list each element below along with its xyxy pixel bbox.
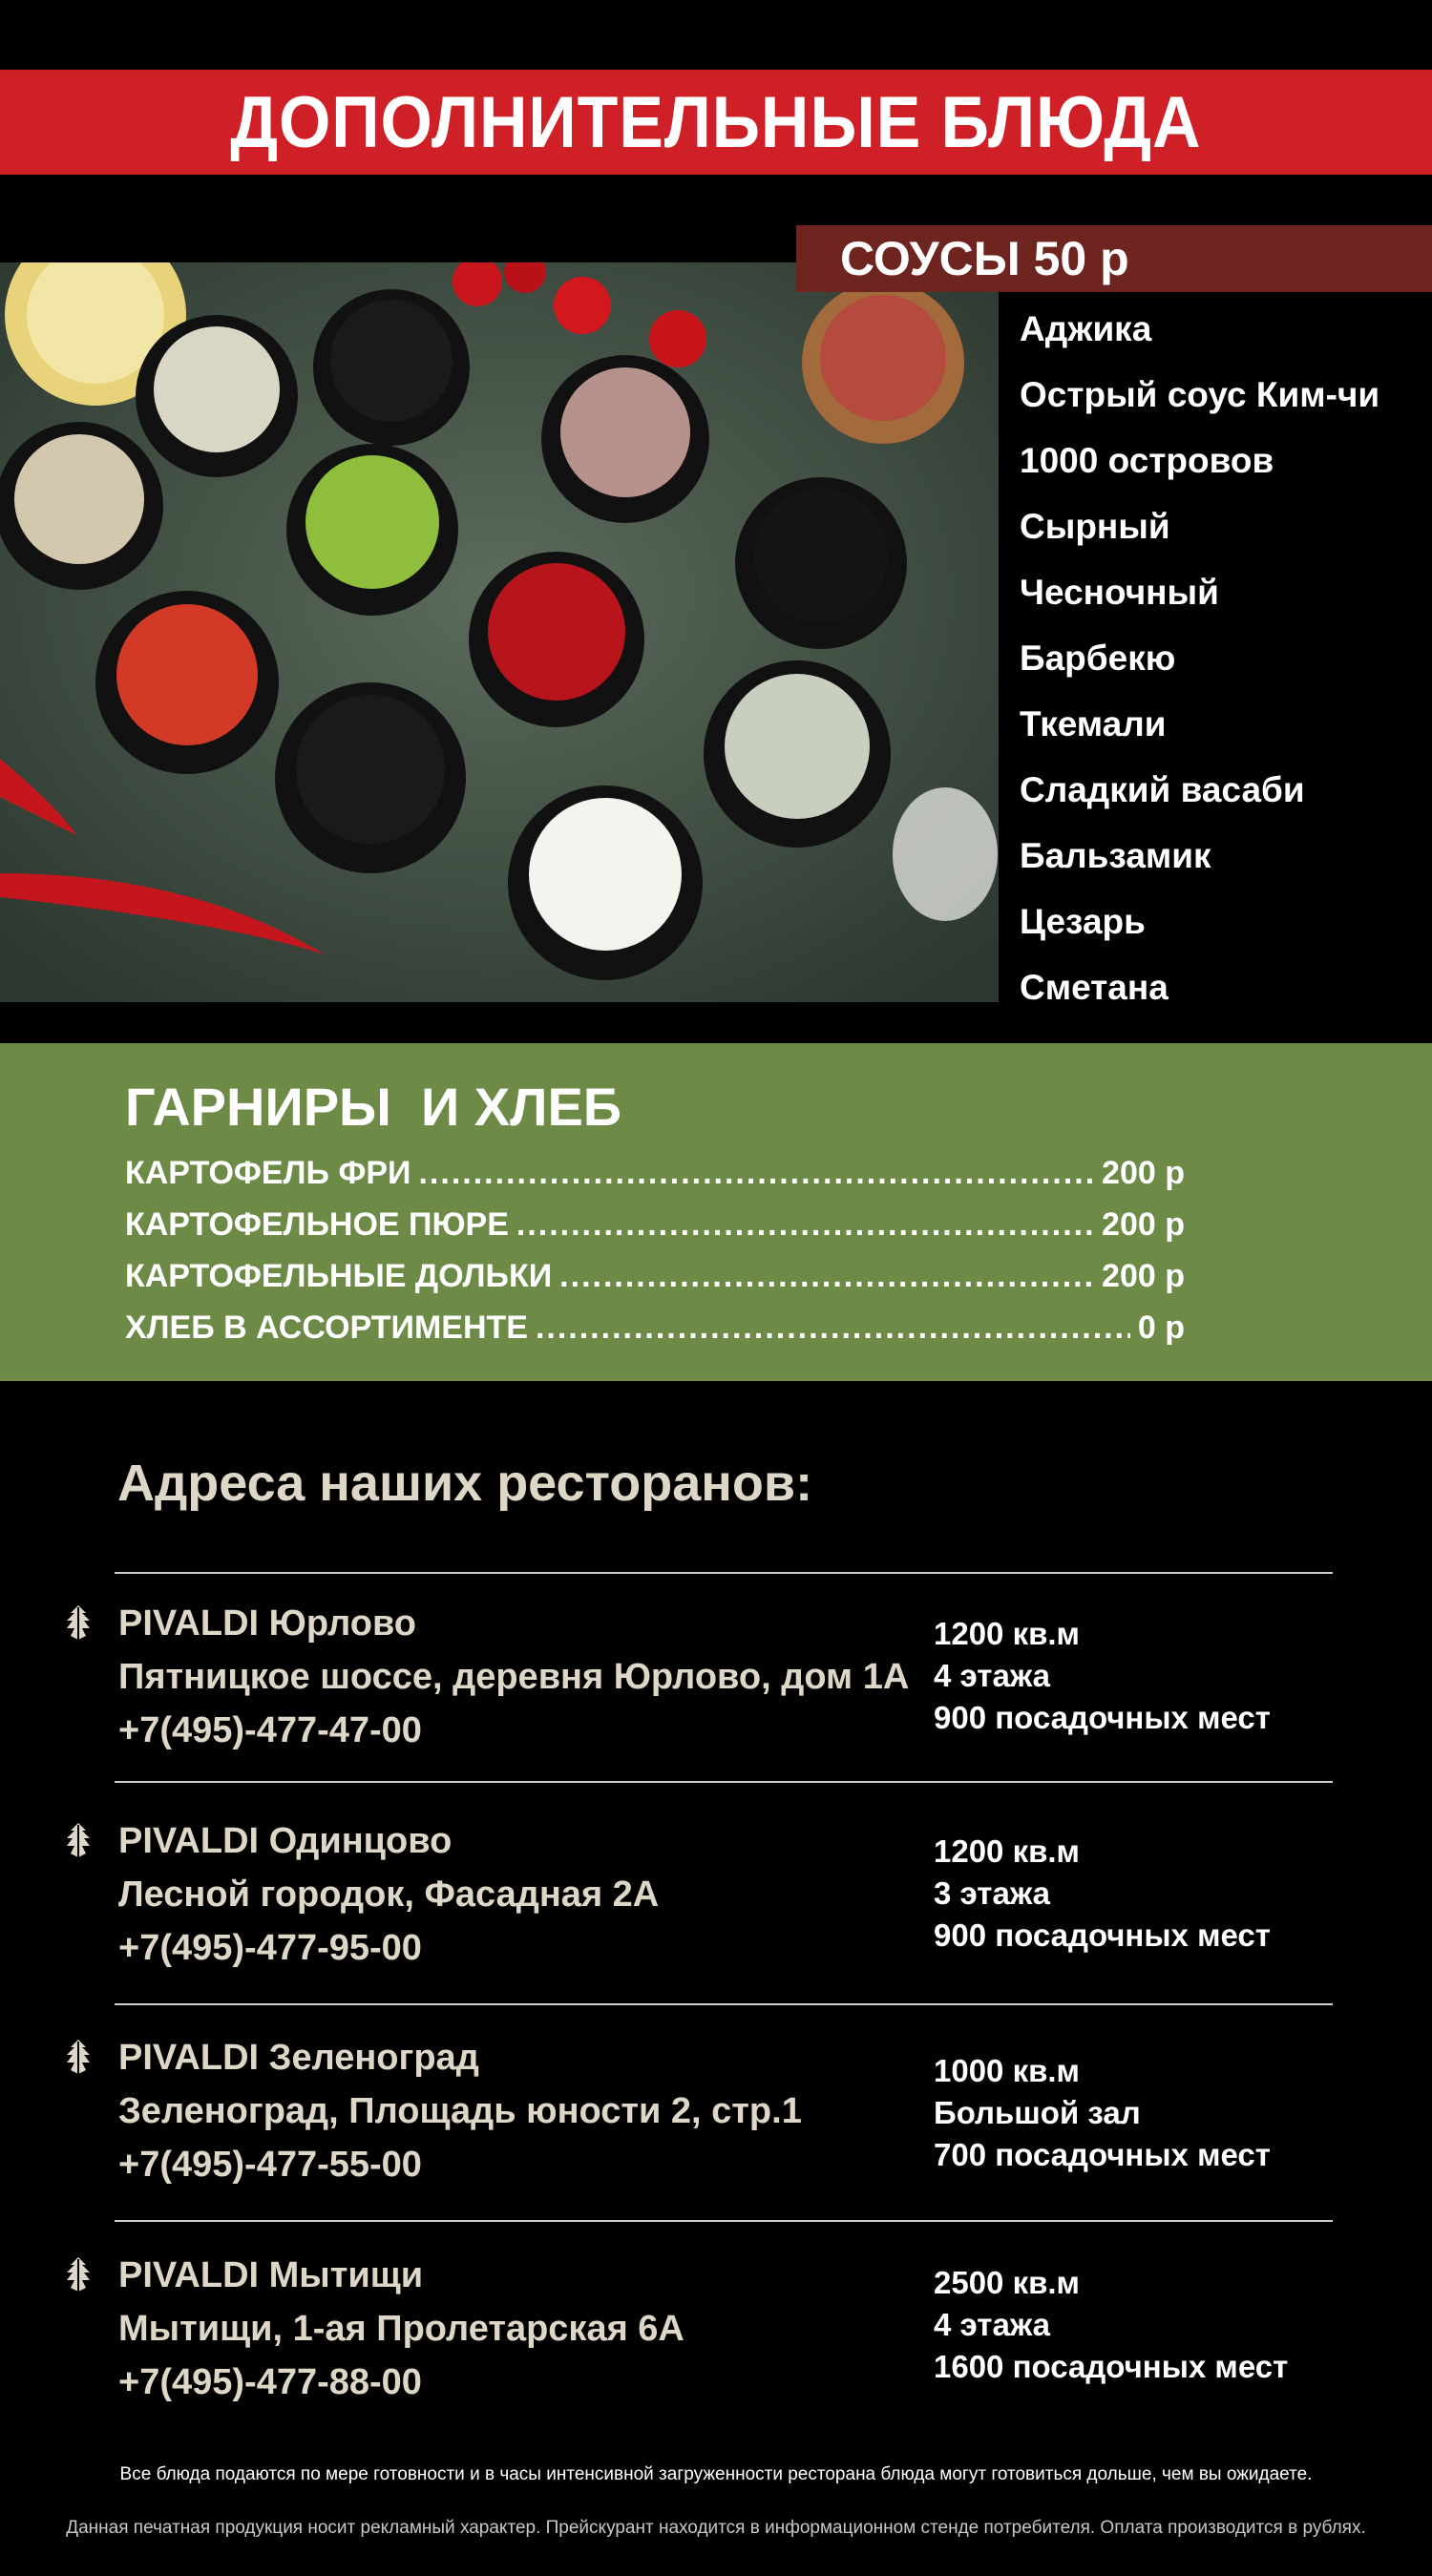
sauce-item: Бальзамик <box>1020 836 1211 875</box>
sauces-photo <box>0 262 999 1002</box>
sauce-item: Барбекю <box>1020 639 1176 678</box>
restaurant-name: PIVALDI Юрлово <box>118 1603 417 1644</box>
restaurant-card <box>0 1592 1432 1783</box>
divider <box>115 1572 1333 1574</box>
restaurant-address: Лесной городок, Фасадная 2А <box>118 1874 660 1915</box>
restaurant-floors: 4 этажа <box>934 1658 1050 1693</box>
side-item-name: ХЛЕБ В АССОРТИМЕНТЕ <box>125 1309 528 1346</box>
sauce-item: Острый соус Ким-чи <box>1020 375 1380 414</box>
restaurant-phone[interactable]: +7(495)-477-47-00 <box>118 1710 422 1750</box>
sauce-item: Аджика <box>1020 309 1152 348</box>
restaurant-seats: 900 посадочных мест <box>934 1700 1271 1735</box>
sauces-heading-text: СОУСЫ 50 р <box>840 232 1129 285</box>
page-title: ДОПОЛНИТЕЛЬНЫЕ БЛЮДА <box>230 81 1202 163</box>
sauce-item: Сырный <box>1020 507 1170 546</box>
restaurant-name: PIVALDI Зеленоград <box>118 2038 479 2078</box>
leader-dots <box>418 1155 1094 1192</box>
side-item-price: 0 р <box>1137 1309 1185 1346</box>
side-item-price: 200 р <box>1102 1154 1185 1191</box>
restaurant-floors: Большой зал <box>934 2095 1141 2130</box>
sauce-item: Чесночный <box>1020 573 1219 612</box>
restaurant-card <box>0 1810 1432 2000</box>
sauce-item: Сметана <box>1020 968 1169 1007</box>
restaurant-seats: 700 посадочных мест <box>934 2137 1271 2172</box>
title-banner <box>0 70 1432 175</box>
side-item <box>125 1199 1185 1250</box>
divider <box>115 1781 1333 1783</box>
restaurant-area: 1200 кв.м <box>934 1616 1080 1651</box>
hop-icon <box>59 1821 97 1859</box>
hop-icon <box>59 1603 97 1642</box>
restaurant-name: PIVALDI Одинцово <box>118 1821 453 1861</box>
sauce-item: Сладкий васаби <box>1020 770 1305 809</box>
restaurant-area: 1200 кв.м <box>934 1833 1080 1869</box>
side-item-price: 200 р <box>1102 1257 1185 1294</box>
leader-dots <box>559 1258 1094 1295</box>
restaurant-area: 1000 кв.м <box>934 2053 1080 2088</box>
hop-icon <box>59 2038 97 2076</box>
side-item <box>125 1302 1185 1353</box>
sides-heading: ГАРНИРЫ И ХЛЕБ <box>125 1077 622 1137</box>
leader-dots <box>516 1206 1094 1244</box>
sauce-item: 1000 островов <box>1020 441 1274 480</box>
restaurant-card <box>0 2244 1432 2435</box>
sauces-heading <box>796 225 1432 292</box>
sauce-list <box>1020 296 1430 1020</box>
restaurant-phone[interactable]: +7(495)-477-88-00 <box>118 2362 422 2402</box>
side-item-name: КАРТОФЕЛЬНЫЕ ДОЛЬКИ <box>125 1257 553 1294</box>
restaurant-phone[interactable]: +7(495)-477-55-00 <box>118 2145 422 2185</box>
restaurant-address: Мытищи, 1-ая Пролетарская 6А <box>118 2309 684 2349</box>
sauce-item: Цезарь <box>1020 902 1146 941</box>
restaurant-name: PIVALDI Мытищи <box>118 2255 424 2295</box>
side-item-name: КАРТОФЕЛЬНОЕ ПЮРЕ <box>125 1205 509 1243</box>
side-item-price: 200 р <box>1102 1205 1185 1243</box>
sauce-item: Ткемали <box>1020 704 1167 743</box>
restaurant-phone[interactable]: +7(495)-477-95-00 <box>118 1928 422 1968</box>
side-item <box>125 1250 1185 1302</box>
side-item <box>125 1147 1185 1199</box>
restaurant-card <box>0 2026 1432 2217</box>
restaurant-floors: 4 этажа <box>934 2307 1050 2342</box>
footer-disclaimer: Данная печатная продукция носит рекламный характер. Прейскурант находится в информационном стенде потребителя. Оплата производится в рублях. <box>66 2518 1366 2538</box>
hop-icon <box>59 2255 97 2293</box>
restaurant-seats: 900 посадочных мест <box>934 1917 1271 1953</box>
divider <box>115 2003 1333 2005</box>
footer-note: Все блюда подаются по мере готовности и в часы интенсивной загруженности ресторана блюда могут готовиться дольше, чем вы ожидаете. <box>119 2464 1313 2484</box>
side-item-name: КАРТОФЕЛЬ ФРИ <box>125 1154 411 1191</box>
sides-section <box>0 1043 1432 1381</box>
leader-dots <box>536 1309 1130 1347</box>
restaurant-seats: 1600 посадочных мест <box>934 2349 1289 2384</box>
divider <box>115 2220 1333 2222</box>
restaurant-area: 2500 кв.м <box>934 2265 1080 2300</box>
restaurant-address: Зеленоград, Площадь юности 2, стр.1 <box>118 2091 802 2131</box>
restaurant-floors: 3 этажа <box>934 1875 1050 1911</box>
addresses-heading: Адреса наших ресторанов: <box>117 1455 813 1512</box>
restaurant-address: Пятницкое шоссе, деревня Юрлово, дом 1А <box>118 1657 910 1697</box>
